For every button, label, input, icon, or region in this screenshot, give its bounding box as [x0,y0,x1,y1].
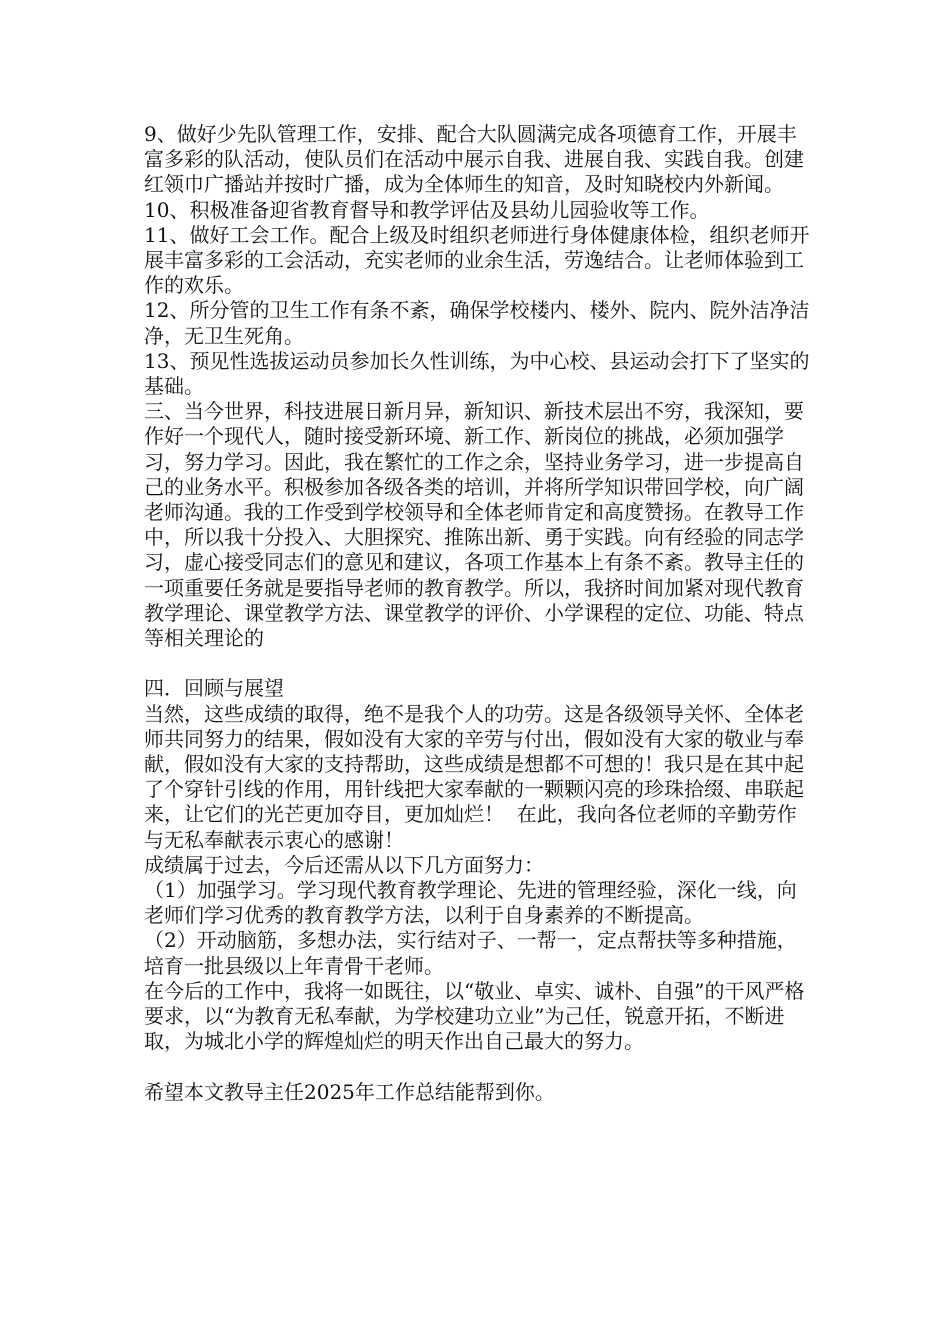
paragraph-closing: 在今后的工作中，我将一如既往，以“敬业、卓实、诚朴、自强”的干风严格要求，以“为教育无私奉献，为学校建功立业”为己任，锐意开拓，不断进取，为城北小学的辉煌灿烂的明天作出自己最大的努力。 [144,978,805,1054]
paragraph-point-1: （1）加强学习。学习现代教育教学理论、先进的管理经验，深化一线，向老师们学习优秀的教育教学方法，以利于自身素养的不断提高。 [144,878,797,928]
paragraph-item-9: 9、做好少先队管理工作，安排、配合大队圆满完成各项德育工作，开展丰富多彩的队活动，使队员们在活动中展示自我、进展自我、实践自我。创建红领巾广播站并按时广播，成为全体师生的知音，及时知晓校内外新闻。 [144,122,804,197]
paragraph-footer-note: 希望本文教导主任2025年工作总结能帮到你。 [144,1079,555,1104]
paragraph-item-10: 10、积极准备迎省教育督导和教学评估及县幼儿园验收等工作。 [144,197,710,222]
paragraph-future-intro: 成绩属于过去，今后还需从以下几方面努力： [144,852,544,877]
paragraph-point-2: （2）开动脑筋，多想办法，实行结对子、一帮一，定点帮扶等多种措施，培育一批县级以上年青骨干老师。 [144,928,797,978]
blank-line [144,651,816,676]
paragraph-achievements: 当然，这些成绩的取得，绝不是我个人的功劳。这是各级领导关怀、全体老师共同努力的结果，假如没有大家的辛劳与付出，假如没有大家的敬业与奉献，假如没有大家的支持帮助，这些成绩是想都不可想的！我只是在其中起了个穿针引线的作用，用针线把大家奉献的一颗颗闪亮的珍珠拾缀、串联起来，让它们的光芒更加夺目，更加灿烂！ 在此，我向各位老师的辛勤劳作与无私奉献表示衷心的感谢！ [144,701,804,852]
paragraph-section-three: 三、当今世界，科技进展日新月异，新知识、新技术层出不穷，我深知，要作好一个现代人，随时接受新环境、新工作、新岗位的挑战，必须加强学习，努力学习。因此，我在繁忙的工作之余，坚持业务学习，进一步提高自己的业务水平。积极参加各级各类的培训，并将所学知识带回学校，向广阔老师沟通。我的工作受到学校领导和全体老师肯定和高度赞扬。在教导工作中，所以我十分投入、大胆探究、推陈出新、勇于实践。向有经验的同志学习，虚心接受同志们的意见和建议，各项工作基本上有条不紊。教导主任的一项重要任务就是要指导老师的教育教学。所以，我挤时间加紧对现代教育教学理论、课堂教学方法、课堂教学的评价、小学课程的定位、功能、特点等相关理论的 [144,399,804,651]
paragraph-item-13: 13、预见性选拔运动员参加长久性训练，为中心校、县运动会打下了坚实的基础。 [144,348,810,399]
document-page [144,122,816,1105]
paragraph-item-12: 12、所分管的卫生工作有条不紊，确保学校楼内、楼外、院内、院外洁净洁净，无卫生死角。 [144,298,810,348]
blank-line [144,1055,816,1080]
paragraph-item-11: 11、做好工会工作。配合上级及时组织老师进行身体健康体检，组织老师开展丰富多彩的工会活动，充实老师的业余生活，劳逸结合。让老师体验到工作的欢乐。 [144,222,810,298]
section-heading-four: 四．回顾与展望 [144,676,284,701]
